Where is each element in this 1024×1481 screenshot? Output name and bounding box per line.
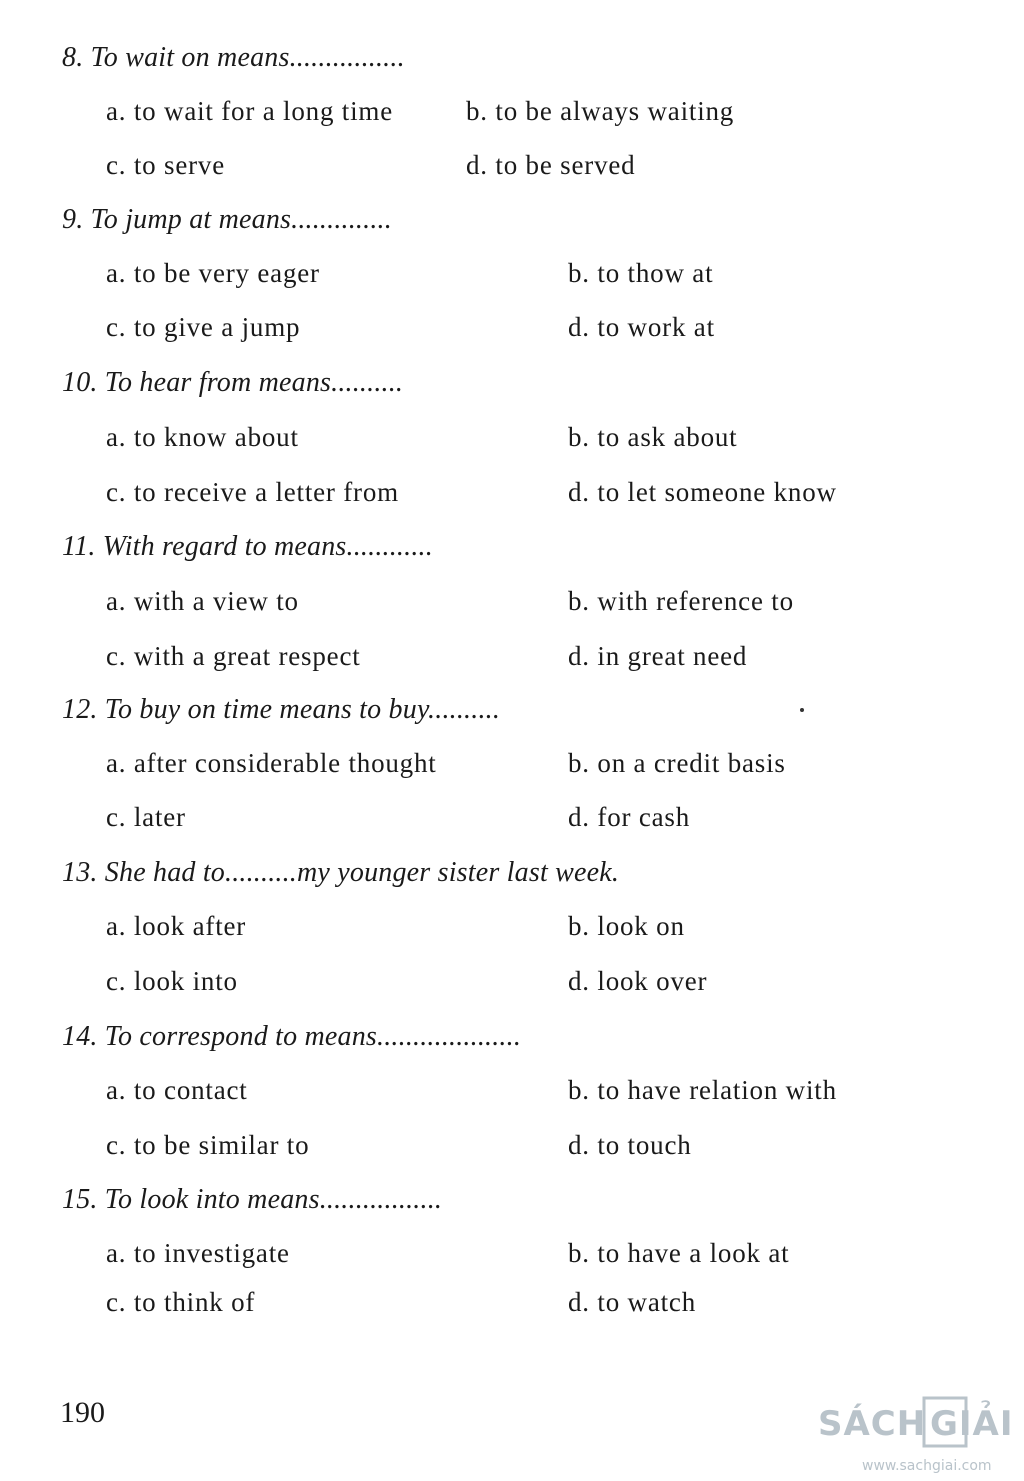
question-9-stem: 9. To jump at means..............: [62, 204, 392, 235]
question-14-option-d: d. to touch: [568, 1130, 692, 1160]
stray-dot: [800, 708, 804, 712]
question-11-stem: 11. With regard to means............: [62, 531, 433, 562]
question-10-option-a: a. to know about: [106, 422, 299, 452]
question-9-option-c: c. to give a jump: [106, 312, 301, 342]
question-14-option-c: c. to be similar to: [106, 1130, 310, 1160]
question-12-option-b: b. on a credit basis: [568, 748, 786, 778]
watermark-logo: [818, 1392, 1024, 1481]
question-15-option-b: b. to have a look at: [568, 1238, 790, 1268]
question-11-option-b: b. with reference to: [568, 586, 794, 616]
question-10-option-d: d. to let someone know: [568, 477, 837, 507]
question-12-option-d: d. for cash: [568, 802, 691, 832]
watermark-brand-right: GIẢI: [930, 1404, 1014, 1444]
question-10-stem: 10. To hear from means..........: [62, 367, 404, 398]
watermark-brand-left: SÁCH: [818, 1404, 927, 1444]
question-12-option-a: a. after considerable thought: [106, 748, 437, 778]
question-8-stem: 8. To wait on means................: [62, 42, 405, 73]
question-12-stem: 12. To buy on time means to buy..........: [62, 694, 501, 725]
question-14-option-a: a. to contact: [106, 1075, 248, 1105]
question-10-option-b: b. to ask about: [568, 422, 738, 452]
question-8-option-c: c. to serve: [106, 150, 226, 180]
question-9-option-b: b. to thow at: [568, 258, 714, 288]
question-15-option-c: c. to think of: [106, 1287, 256, 1317]
question-12-option-c: c. later: [106, 802, 186, 832]
page-number: 190: [60, 1396, 105, 1429]
question-11-option-a: a. with a view to: [106, 586, 299, 616]
question-13-option-c: c. look into: [106, 966, 238, 996]
question-15-stem: 15. To look into means.................: [62, 1184, 443, 1215]
question-14-stem: 14. To correspond to means....................: [62, 1021, 522, 1052]
question-9-option-a: a. to be very eager: [106, 258, 320, 288]
question-13-option-d: d. look over: [568, 966, 708, 996]
question-11-option-c: c. with a great respect: [106, 641, 361, 671]
question-11-option-d: d. in great need: [568, 641, 748, 671]
question-13-stem: 13. She had to..........my younger sister last week.: [62, 857, 620, 888]
question-13-option-b: b. look on: [568, 911, 685, 941]
watermark-url: www.sachgiai.com: [862, 1458, 992, 1474]
question-8-option-b: b. to be always waiting: [466, 96, 735, 126]
question-13-option-a: a. look after: [106, 911, 247, 941]
question-15-option-d: d. to watch: [568, 1287, 697, 1317]
question-10-option-c: c. to receive a letter from: [106, 477, 399, 507]
question-14-option-b: b. to have relation with: [568, 1075, 837, 1105]
question-15-option-a: a. to investigate: [106, 1238, 290, 1268]
question-8-option-d: d. to be served: [466, 150, 636, 180]
question-9-option-d: d. to work at: [568, 312, 715, 342]
question-8-option-a: a. to wait for a long time: [106, 96, 393, 126]
